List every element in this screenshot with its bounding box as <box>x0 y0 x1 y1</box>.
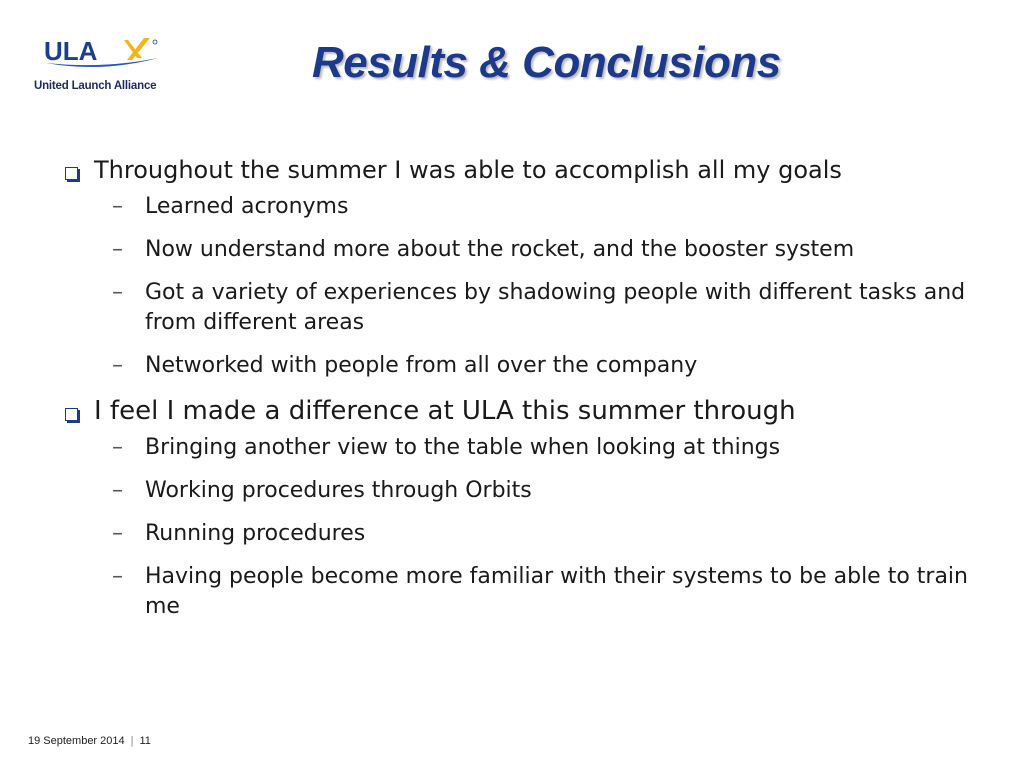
slide-footer <box>28 735 151 747</box>
bullet-text: Throughout the summer I was able to accomplish all my goals <box>94 156 842 184</box>
dash-marker: – <box>112 353 123 378</box>
dash-marker: – <box>112 194 123 219</box>
dash-marker: – <box>112 564 123 589</box>
footer-separator: | <box>130 735 134 747</box>
sub-item-text: Now understand more about the rocket, and the booster system <box>145 237 855 262</box>
dash-marker: – <box>112 280 123 305</box>
bullet-text: I feel I made a difference at ULA this summer through <box>94 396 796 426</box>
bullet-goals <box>62 154 1002 186</box>
sub-item-text: Bringing another view to the table when looking at things <box>145 435 781 460</box>
sub-item <box>62 433 1002 463</box>
sub-item <box>62 235 1002 265</box>
dash-marker: – <box>112 237 123 262</box>
sub-item <box>62 351 1002 381</box>
square-bullet-icon <box>65 167 78 180</box>
slide-title: Results & Conclusions <box>312 38 781 87</box>
sub-item-text: Learned acronyms <box>145 194 349 219</box>
dash-marker: – <box>112 435 123 460</box>
dash-marker: – <box>112 521 123 546</box>
sub-item-text: Got a variety of experiences by shadowing people with different tasks and from different areas <box>145 280 966 335</box>
square-bullet-icon <box>65 408 78 421</box>
sub-item-text: Having people become more familiar with their systems to be able to train me <box>145 564 968 619</box>
dash-marker: – <box>112 478 123 503</box>
page-number: 11 <box>139 735 151 747</box>
sub-item <box>62 562 1002 622</box>
sub-item <box>62 192 1002 222</box>
sub-item-text: Running procedures <box>145 521 366 546</box>
ula-logo <box>34 36 164 96</box>
logo-mark-text: ULA <box>44 36 98 66</box>
sub-item <box>62 278 1002 338</box>
sub-item-text: Networked with people from all over the company <box>145 353 698 378</box>
bullet-difference <box>62 395 1002 427</box>
ula-logo-mark <box>42 36 160 76</box>
footer-date: 19 September 2014 <box>28 735 125 747</box>
sub-item <box>62 519 1002 549</box>
logo-company-name: United Launch Alliance <box>34 80 157 92</box>
slide-content <box>62 154 1002 622</box>
sub-item <box>62 476 1002 506</box>
sub-item-text: Working procedures through Orbits <box>145 478 532 503</box>
